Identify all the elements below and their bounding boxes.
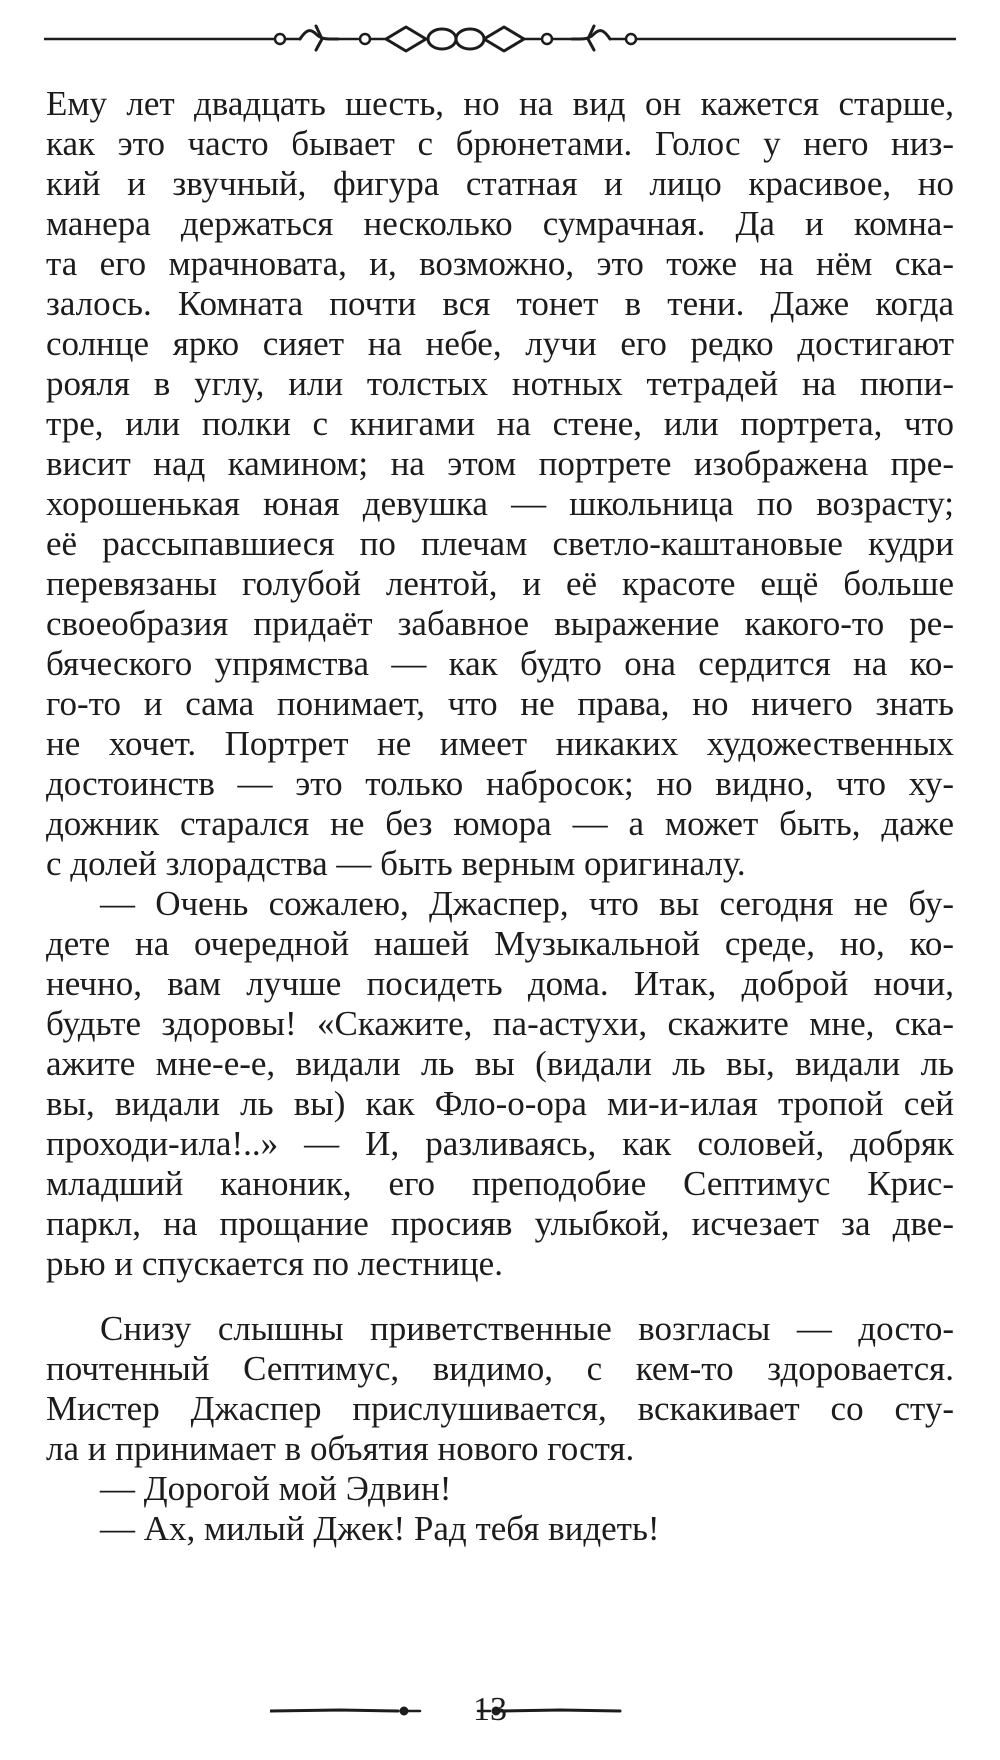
text-line: хорошенькая юная девушка — школьница по возрасту; <box>46 484 954 523</box>
text-line: — Дорогой мой Эдвин! <box>100 1469 452 1508</box>
text-line: залось. Комната почти вся тонет в тени. Даже когда <box>46 284 954 323</box>
text-line: проходи-ила!..» — И, разливаясь, как соловей, добряк <box>46 1124 954 1163</box>
text-line: ажите мне-е-е, видали ль вы (видали ль вы, видали ль <box>46 1044 954 1083</box>
text-line: с долей злорадства — быть верным оригиналу. <box>46 844 746 883</box>
paragraph-spacer <box>46 1284 954 1309</box>
text-line: дожник старался не без юмора — а может быть, даже <box>46 804 954 843</box>
text-line: тре, или полки с книгами на стене, или портрета, что <box>46 404 954 443</box>
text-line: — Очень сожалею, Джаспер, что вы сегодня не бу- <box>100 884 954 923</box>
text-line: не хочет. Портрет не имеет никаких художественных <box>46 724 954 763</box>
page-number: 13 <box>473 1691 507 1728</box>
text-line: — Ах, милый Джек! Рад тебя видеть! <box>100 1509 660 1548</box>
text-line: нечно, вам лучше посидеть дома. Итак, доброй ночи, <box>46 964 954 1003</box>
text-line: рояля в углу, или толстых нотных тетрадей на пюпи- <box>46 364 954 403</box>
text-line: своеобразия придаёт забавное выражение какого-то ре- <box>46 604 954 643</box>
text-line: вы, видали ль вы) как Фло-о-ора ми-и-илая тропой сей <box>46 1084 954 1123</box>
text-line: перевязаны голубой лентой, и её красоте ещё больше <box>46 564 954 603</box>
text-line: бяческого упрямства — как будто она сердится на ко- <box>46 644 954 683</box>
text-line: та его мрачновата, и, возможно, это тоже на нём ска- <box>46 244 954 283</box>
header-flourish-icon <box>44 6 956 56</box>
paragraph <box>46 1309 954 1469</box>
text-line: кий и звучный, фигура статная и лицо красивое, но <box>46 164 954 203</box>
text-line: паркл, на прощание просияв улыбкой, исчезает за две- <box>46 1204 954 1243</box>
paragraph <box>46 1469 954 1509</box>
body-text <box>46 84 954 1549</box>
text-line: го-то и сама понимает, что не права, но ничего знать <box>46 684 954 723</box>
text-line: Мистер Джаспер прислушивается, вскакивает со сту- <box>46 1389 954 1428</box>
text-line: её рассыпавшиеся по плечам светло-каштановые кудри <box>46 524 954 563</box>
paragraph <box>46 84 954 884</box>
text-line: рью и спускается по лестнице. <box>46 1244 503 1283</box>
text-line: достоинств — это только набросок; но видно, что ху- <box>46 764 954 803</box>
text-line: дете на очередной нашей Музыкальной среде, но, ко- <box>46 924 954 963</box>
text-line: манера держаться несколько сумрачная. Да и комна- <box>46 204 954 243</box>
text-line: Снизу слышны приветственные возгласы — досто- <box>100 1309 954 1348</box>
text-line: будьте здоровы! «Скажите, па-астухи, скажите мне, ска- <box>46 1004 954 1043</box>
text-line: висит над камином; на этом портрете изображена пре- <box>46 444 954 483</box>
text-line: как это часто бывает с брюнетами. Голос у него низ- <box>46 124 954 163</box>
paragraph <box>46 884 954 1284</box>
text-line: солнце ярко сияет на небе, лучи его редко достигают <box>46 324 954 363</box>
paragraph <box>46 1509 954 1549</box>
page-footer <box>270 1688 710 1732</box>
text-line: почтенный Септимус, видимо, с кем-то здоровается. <box>46 1349 954 1388</box>
text-line: младший каноник, его преподобие Септимус Крис- <box>46 1164 954 1203</box>
text-line: ла и принимает в объятия нового гостя. <box>46 1429 635 1468</box>
text-line: Ему лет двадцать шесть, но на вид он кажется старше, <box>46 84 954 123</box>
